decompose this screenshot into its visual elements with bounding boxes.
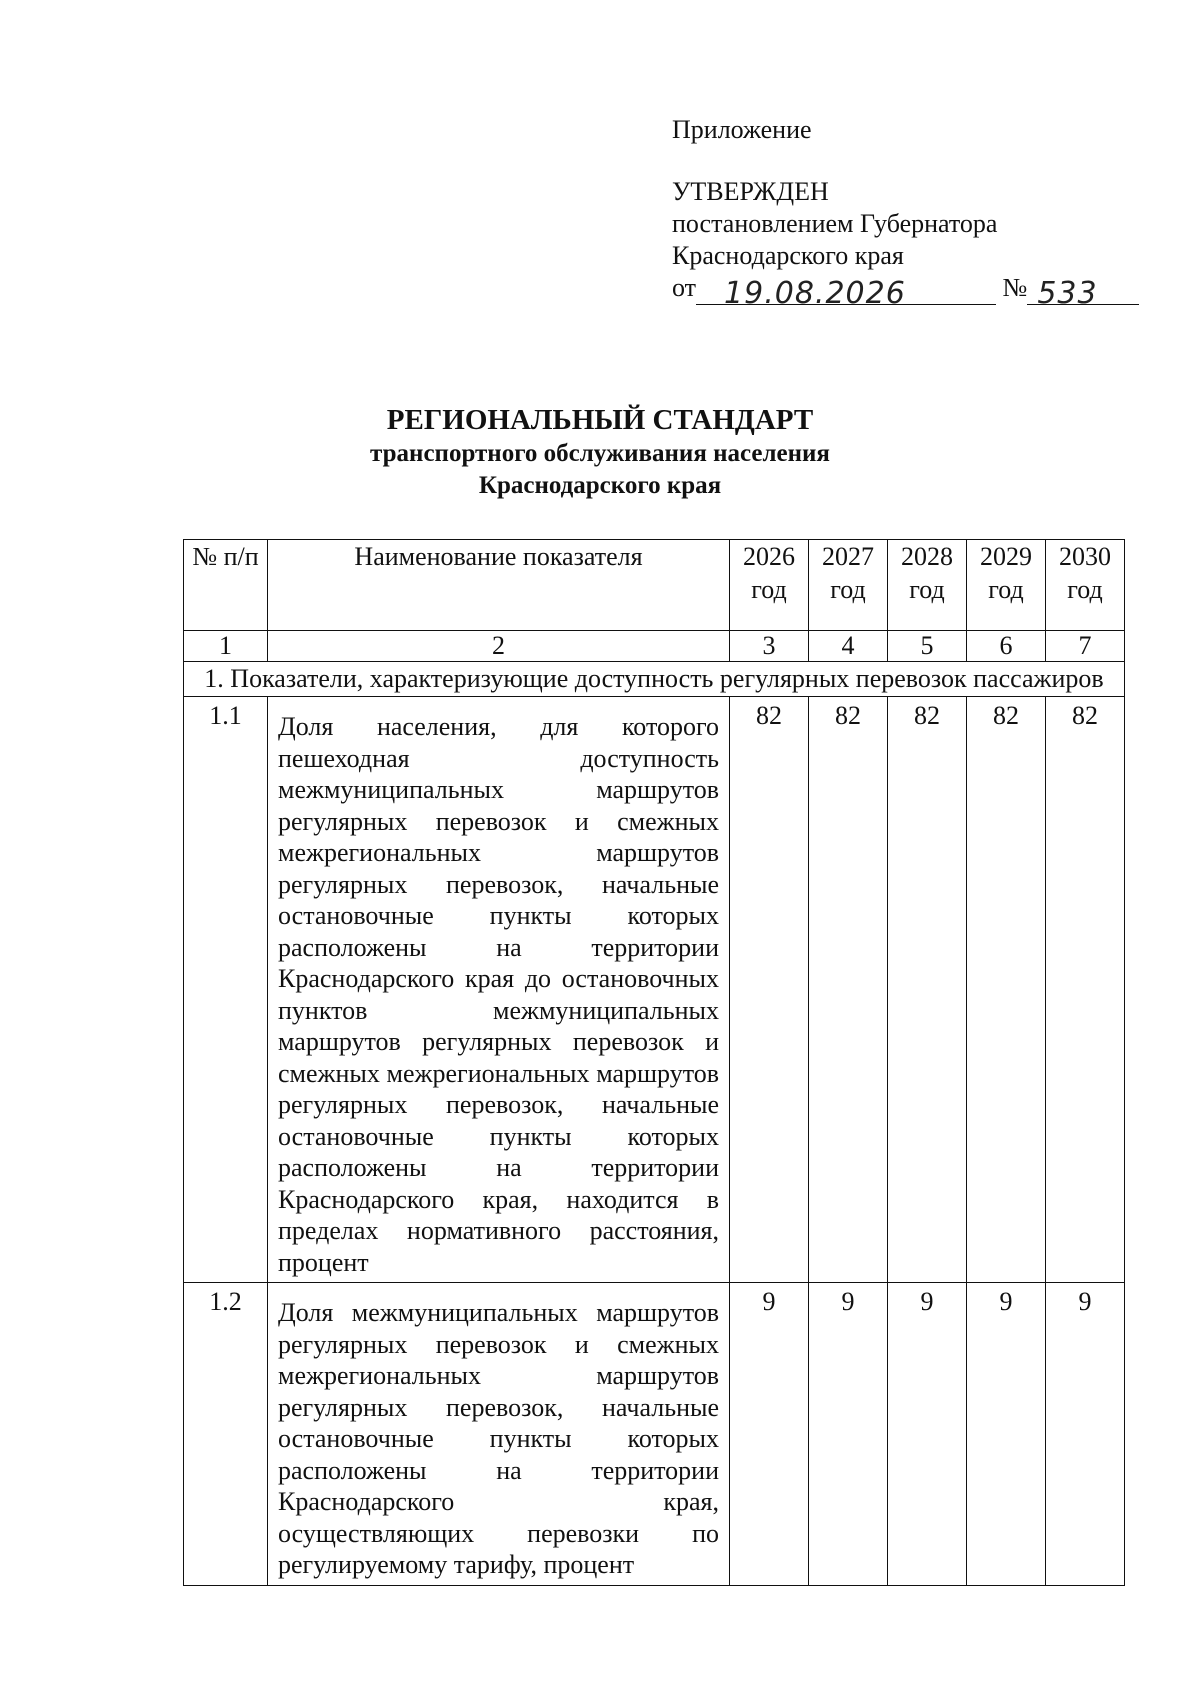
row-indicator-name: Доля межмуниципальных маршрутов регулярных перевозок и смежных межрегиональных маршрутов регулярных перевозок, начальные остановочные пункты которых расположены на территории Краснодарского края, осуществляющих перевозки по регулируемому тарифу, процент [278, 1298, 719, 1579]
appendix-label: Приложение [672, 115, 812, 144]
row-indicator-name: Доля населения, для которого пешеходная доступность межмуниципальных маршрутов регулярных перевозок и смежных межрегиональных маршрутов регулярных перевозок, начальные остановочные пункты которых расположены на территории Краснодарского края до остановочных пунктов межмуниципальных маршрутов регулярных перевозок и смежных межрегиональных маршрутов регулярных перевозок, начальные остановочные пункты которых расположены на территории Краснодарского края, находится в пределах нормативного расстояния, процент [278, 712, 719, 1277]
title-line3: Краснодарского края [478, 472, 722, 499]
header-name: Наименование показателя [268, 540, 730, 631]
header-year: 2027 год [809, 540, 888, 631]
title-line1: РЕГИОНАЛЬНЫЙ СТАНДАРТ [386, 404, 814, 436]
title-line2: транспортного обслуживания населения [370, 440, 830, 467]
date-handwritten: 19.08.2026 [724, 276, 906, 311]
row-value: 82 [967, 697, 1046, 1283]
column-number: 4 [809, 631, 888, 662]
number-handwritten: 533 [1037, 276, 1098, 311]
row-value: 9 [1046, 1283, 1125, 1586]
row-value: 82 [809, 697, 888, 1283]
header-no: № п/п [184, 540, 268, 631]
column-number-row [184, 631, 1125, 662]
column-number: 3 [730, 631, 809, 662]
indicators-table [183, 539, 1125, 1586]
approval-block [672, 114, 1139, 311]
header-year: 2029 год [967, 540, 1046, 631]
header-year: 2030 год [1046, 540, 1125, 631]
section-title: 1. Показатели, характеризующие доступность регулярных перевозок пассажиров [184, 662, 1125, 697]
header-year: 2026 год [730, 540, 809, 631]
document-title [0, 402, 1200, 502]
row-indicator-cell [268, 1283, 730, 1586]
row-value: 9 [809, 1283, 888, 1586]
number-prefix: № [1002, 273, 1028, 302]
section-row [184, 662, 1125, 697]
row-value: 82 [730, 697, 809, 1283]
row-value: 9 [888, 1283, 967, 1586]
row-value: 82 [888, 697, 967, 1283]
table-row [184, 697, 1125, 1283]
table-header-row [184, 540, 1125, 631]
approved-by-line2: Краснодарского края [672, 241, 904, 270]
row-number: 1.1 [184, 697, 268, 1283]
header-year: 2028 год [888, 540, 967, 631]
approved-by-line1: постановлением Губернатора [672, 209, 998, 238]
column-number: 7 [1046, 631, 1125, 662]
row-number: 1.2 [184, 1283, 268, 1586]
date-prefix: от [672, 273, 697, 302]
row-value: 9 [730, 1283, 809, 1586]
column-number: 6 [967, 631, 1046, 662]
row-indicator-cell [268, 697, 730, 1283]
number-field [1027, 272, 1139, 311]
column-number: 5 [888, 631, 967, 662]
row-value: 82 [1046, 697, 1125, 1283]
column-number: 1 [184, 631, 268, 662]
date-field [696, 272, 996, 311]
row-value: 9 [967, 1283, 1046, 1586]
column-number: 2 [268, 631, 730, 662]
approved-label: УТВЕРЖДЕН [672, 177, 829, 206]
table-row [184, 1283, 1125, 1586]
date-number-line [672, 272, 1139, 311]
